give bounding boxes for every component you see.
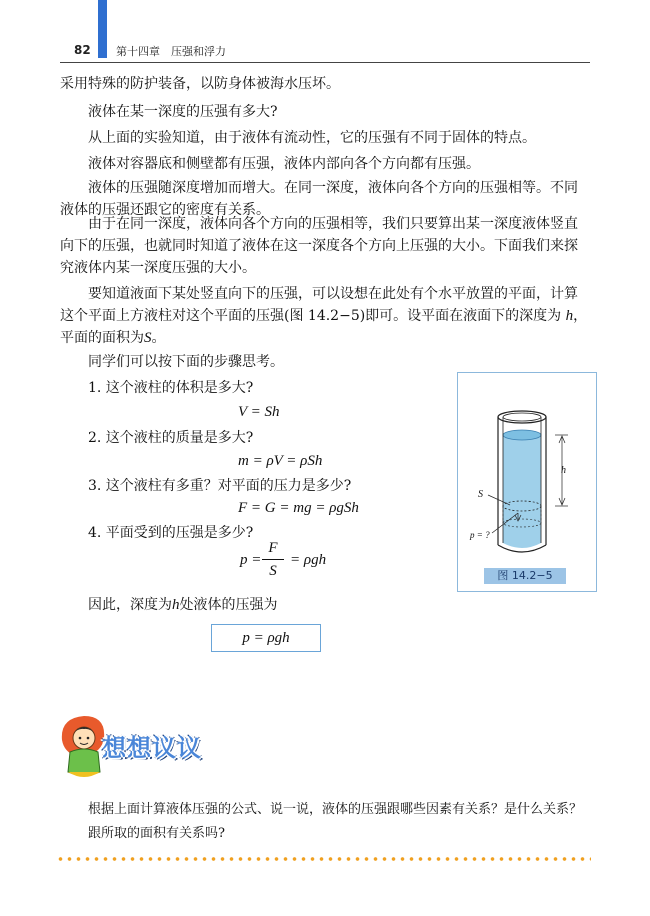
- header-accent-bar: [98, 0, 107, 58]
- chapter-title: 第十四章 压强和浮力: [116, 45, 226, 58]
- figure-caption: 图 14.2−5: [484, 568, 566, 584]
- liquid-column-diagram: [458, 373, 596, 591]
- step-1-question: 1. 这个液柱的体积是多大?: [88, 380, 254, 396]
- mascot-body: [68, 749, 100, 775]
- figure-14-2-5: [457, 372, 597, 592]
- header-rule: [60, 62, 590, 63]
- discussion-title: 想想议议: [102, 734, 202, 762]
- paragraph-2: 液体在某一深度的压强有多大?: [88, 104, 278, 120]
- step-2-formula: m = ρV = ρSh: [238, 453, 323, 469]
- paragraph-5: 液体的压强随深度增加而增大。在同一深度，液体向各个方向的压强相等。不同液体的压强还跟它的密度有关系。: [60, 180, 578, 218]
- step-2-question: 2. 这个液柱的质量是多大?: [88, 430, 254, 446]
- conclusion-text-b: 处液体的压强为: [179, 597, 278, 613]
- step-4-formula-lhs: p =: [240, 552, 262, 568]
- liquid-surface: [503, 430, 541, 440]
- conclusion-depth-symbol: h: [172, 597, 180, 613]
- depth-symbol: h: [565, 308, 574, 324]
- h-label: h: [561, 465, 566, 476]
- dotted-divider: [56, 856, 591, 862]
- fraction: [262, 538, 284, 581]
- fraction-bar: [262, 559, 284, 560]
- result-formula: p = ρgh: [242, 630, 290, 646]
- paragraph-7: [60, 283, 590, 349]
- paragraph-6: 由于在同一深度，液体向各个方向的压强相等，我们只要算出某一深度液体竖直向下的压强，也就同时知道了液体在这一深度各个方向上压强的大小。下面我们来探究液体内某一深度压强的大小。: [60, 216, 578, 276]
- paragraph-4: 液体对容器底和侧壁都有压强，液体内部向各个方向都有压强。: [88, 156, 480, 172]
- area-symbol: S: [144, 330, 152, 346]
- step-4-question: 4. 平面受到的压强是多少?: [88, 525, 254, 541]
- paragraph-1: 采用特殊的防护装备，以防身体被海水压坏。: [60, 76, 340, 92]
- paragraph-3: 从上面的实验知道，由于液体有流动性，它的压强有不同于固体的特点。: [88, 130, 536, 146]
- paragraph-7-text-c: 。: [151, 330, 166, 346]
- result-formula-box: [211, 624, 321, 652]
- paragraph-7-text-b: ，平面的面积为: [60, 308, 588, 346]
- cylinder-top-inner: [503, 413, 541, 421]
- step-1-formula: V = Sh: [238, 404, 280, 420]
- mascot-eye-right: [87, 737, 90, 740]
- paragraph-8: 同学们可以按下面的步骤思考。: [88, 354, 284, 370]
- fraction-numerator: F: [268, 540, 278, 556]
- fraction-denominator: S: [269, 563, 277, 579]
- p-label: p = ?: [470, 530, 490, 540]
- mascot-face: [73, 727, 95, 749]
- liquid-fill: [503, 435, 541, 548]
- step-3-formula: F = G = mg = ρgSh: [238, 500, 359, 516]
- step-3-question: 3. 这个液柱有多重？对平面的压力是多少?: [88, 478, 352, 494]
- conclusion-text: [88, 594, 278, 616]
- page-number: 82: [74, 43, 91, 57]
- step-4-formula-rhs: = ρgh: [290, 552, 327, 568]
- conclusion-text-a: 因此，深度为: [88, 597, 172, 613]
- mascot-base: [68, 772, 100, 777]
- s-label: S: [478, 489, 483, 500]
- paragraph-7-text-a: 要知道液面下某处竖直向下的压强，可以设想在此处有个水平放置的平面，计算这个平面上方液柱对这个平面的压强(图 14.2−5)即可。设平面在液面下的深度为: [60, 286, 578, 324]
- discussion-text: 根据上面计算液体压强的公式、说一说，液体的压强跟哪些因素有关系？是什么关系？跟所取的面积有关系吗?: [88, 802, 583, 841]
- mascot-eye-left: [79, 737, 82, 740]
